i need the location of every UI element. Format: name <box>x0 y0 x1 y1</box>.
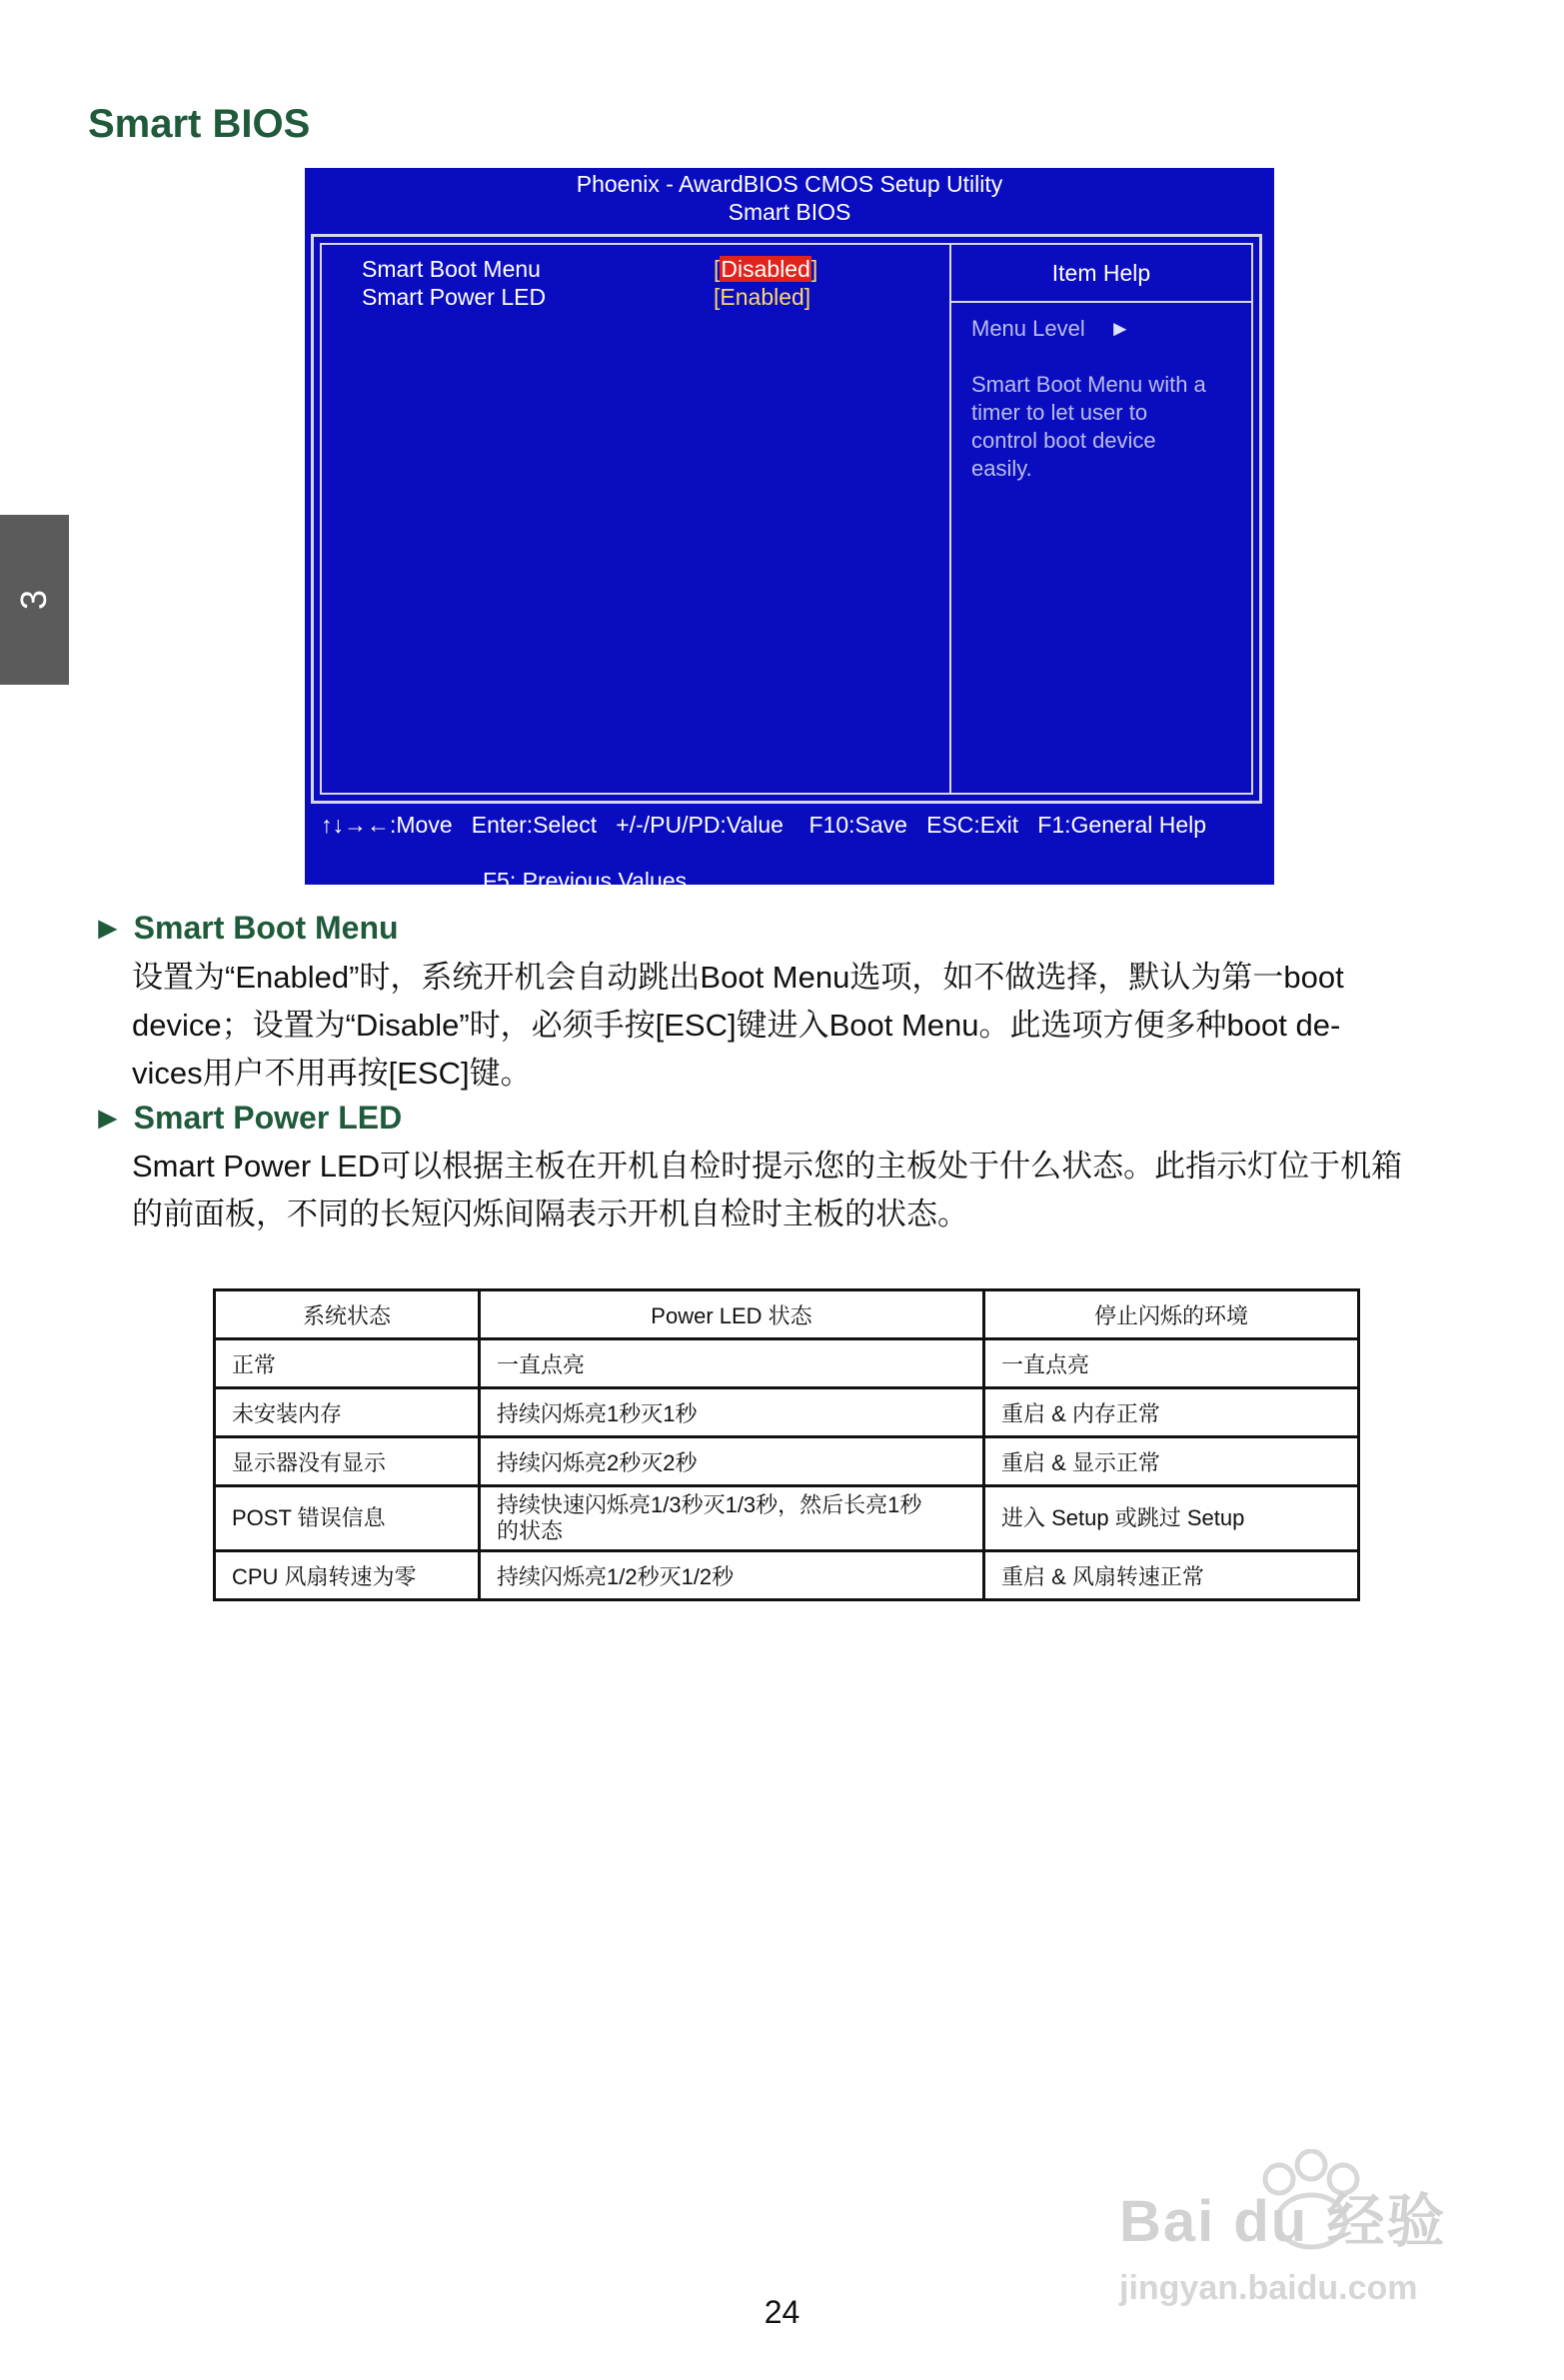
table-header: 停止闪烁的环境 <box>984 1290 1359 1339</box>
table-cell: 持续闪烁亮1/2秒灭1/2秒 <box>480 1551 984 1600</box>
footer-f5: F5: Previous Values <box>483 868 688 894</box>
help-line: timer to let user to <box>971 400 1148 425</box>
page-number: 24 <box>764 2294 800 2330</box>
bios-header <box>305 168 1274 226</box>
selected-value[interactable]: Disabled <box>721 256 810 282</box>
table-header-row <box>215 1290 1359 1339</box>
table-cell: 显示器没有显示 <box>215 1437 480 1486</box>
help-line: easily. <box>971 456 1032 481</box>
option-smart-power-led[interactable]: Smart Power LED <box>362 284 547 310</box>
chapter-tab <box>0 515 69 685</box>
bios-menu-title: Smart BIOS <box>728 199 851 225</box>
footer-keys: ↑↓→←:Move Enter:Select +/-/PU/PD:Value F10:Save ESC:Exit F1:General Help <box>321 812 1207 838</box>
triangle-bullet-icon: ► <box>92 1100 124 1136</box>
table-cell: 一直点亮 <box>984 1339 1359 1388</box>
table-cell: 未安装内存 <box>215 1388 480 1437</box>
bracket-close: ] <box>810 256 818 282</box>
paragraph-line: vices用户不用再按[ESC]键。 <box>132 1056 532 1091</box>
bios-utility-title: Phoenix - AwardBIOS CMOS Setup Utility <box>576 171 1003 197</box>
watermark-logo: Bai du 经验 <box>1119 2189 1447 2254</box>
bios-screen <box>305 168 1274 922</box>
table-cell: POST 错误信息 <box>215 1486 480 1551</box>
menu-level-label: Menu Level <box>971 316 1085 341</box>
watermark-url: jingyan.baidu.com <box>1119 2269 1418 2307</box>
table-row <box>215 1339 1359 1388</box>
table-cell <box>480 1486 984 1551</box>
triangle-bullet-icon: ► <box>92 910 124 946</box>
table-row <box>215 1486 1359 1551</box>
section-heading-text: Smart Boot Menu <box>133 910 399 946</box>
help-line: control boot device <box>971 428 1156 453</box>
option-smart-boot-menu-value[interactable] <box>714 255 817 283</box>
item-help-title: Item Help <box>951 245 1251 303</box>
footer-f7: F7: Optimized Defaults <box>857 896 1091 922</box>
table-cell: 持续闪烁亮2秒灭2秒 <box>480 1437 984 1486</box>
table-cell: 重启 & 显示正常 <box>984 1437 1359 1486</box>
chapter-number: 3 <box>13 589 55 611</box>
option-smart-boot-menu[interactable]: Smart Boot Menu <box>362 256 541 282</box>
paragraph-line: 设置为“Enabled”时，系统开机会自动跳出Boot Menu选项，如不做选择，默认为第一boot <box>132 960 1344 995</box>
menu-level-arrow-icon: ► <box>1108 316 1131 341</box>
paragraph-line: 的前面板，不同的长短闪烁间隔表示开机自检时主板的状态。 <box>132 1196 968 1231</box>
section-heading-smart-boot-menu <box>92 910 399 947</box>
table-cell: 重启 & 内存正常 <box>984 1388 1359 1437</box>
bracket-open: [ <box>714 256 721 282</box>
table-row <box>215 1551 1359 1600</box>
section-heading-smart-power-led <box>92 1100 402 1137</box>
table-cell: 正常 <box>215 1339 480 1388</box>
option-smart-power-led-value[interactable]: [Enabled] <box>714 284 811 310</box>
page-title: Smart BIOS <box>88 102 311 146</box>
bios-inner-frame <box>320 243 1253 795</box>
paragraph-line: device；设置为“Disable”时，必须手按[ESC]键进入Boot Menu。此选项方便多种boot de- <box>132 1008 1341 1043</box>
footer-keys-2 <box>305 839 1274 951</box>
table-header: Power LED 状态 <box>480 1290 984 1339</box>
power-led-status-table <box>213 1288 1360 1601</box>
table-cell: 进入 Setup 或跳过 Setup <box>984 1486 1359 1551</box>
table-row <box>215 1388 1359 1437</box>
table-cell: 重启 & 风扇转速正常 <box>984 1551 1359 1600</box>
help-line: Smart Boot Menu with a <box>971 372 1206 397</box>
table-cell: 一直点亮 <box>480 1339 984 1388</box>
table-cell-line: 的状态 <box>497 1518 564 1543</box>
table-cell: CPU 风扇转速为零 <box>215 1551 480 1600</box>
menu-level <box>971 315 1131 343</box>
table-cell: 持续闪烁亮1秒灭1秒 <box>480 1388 984 1437</box>
bios-divider <box>949 245 951 793</box>
paragraph-line: Smart Power LED可以根据主板在开机自检时提示您的主板处于什么状态。此指示灯位于机箱 <box>132 1149 1403 1184</box>
section-heading-text: Smart Power LED <box>133 1100 403 1136</box>
table-cell-line: 持续快速闪烁亮1/3秒灭1/3秒，然后长亮1秒 <box>497 1492 922 1517</box>
table-row <box>215 1437 1359 1486</box>
paragraph-smart-power-led <box>132 1143 1461 1238</box>
bios-frame <box>311 234 1262 804</box>
paragraph-smart-boot-menu <box>132 954 1461 1098</box>
table-header: 系统状态 <box>215 1290 480 1339</box>
